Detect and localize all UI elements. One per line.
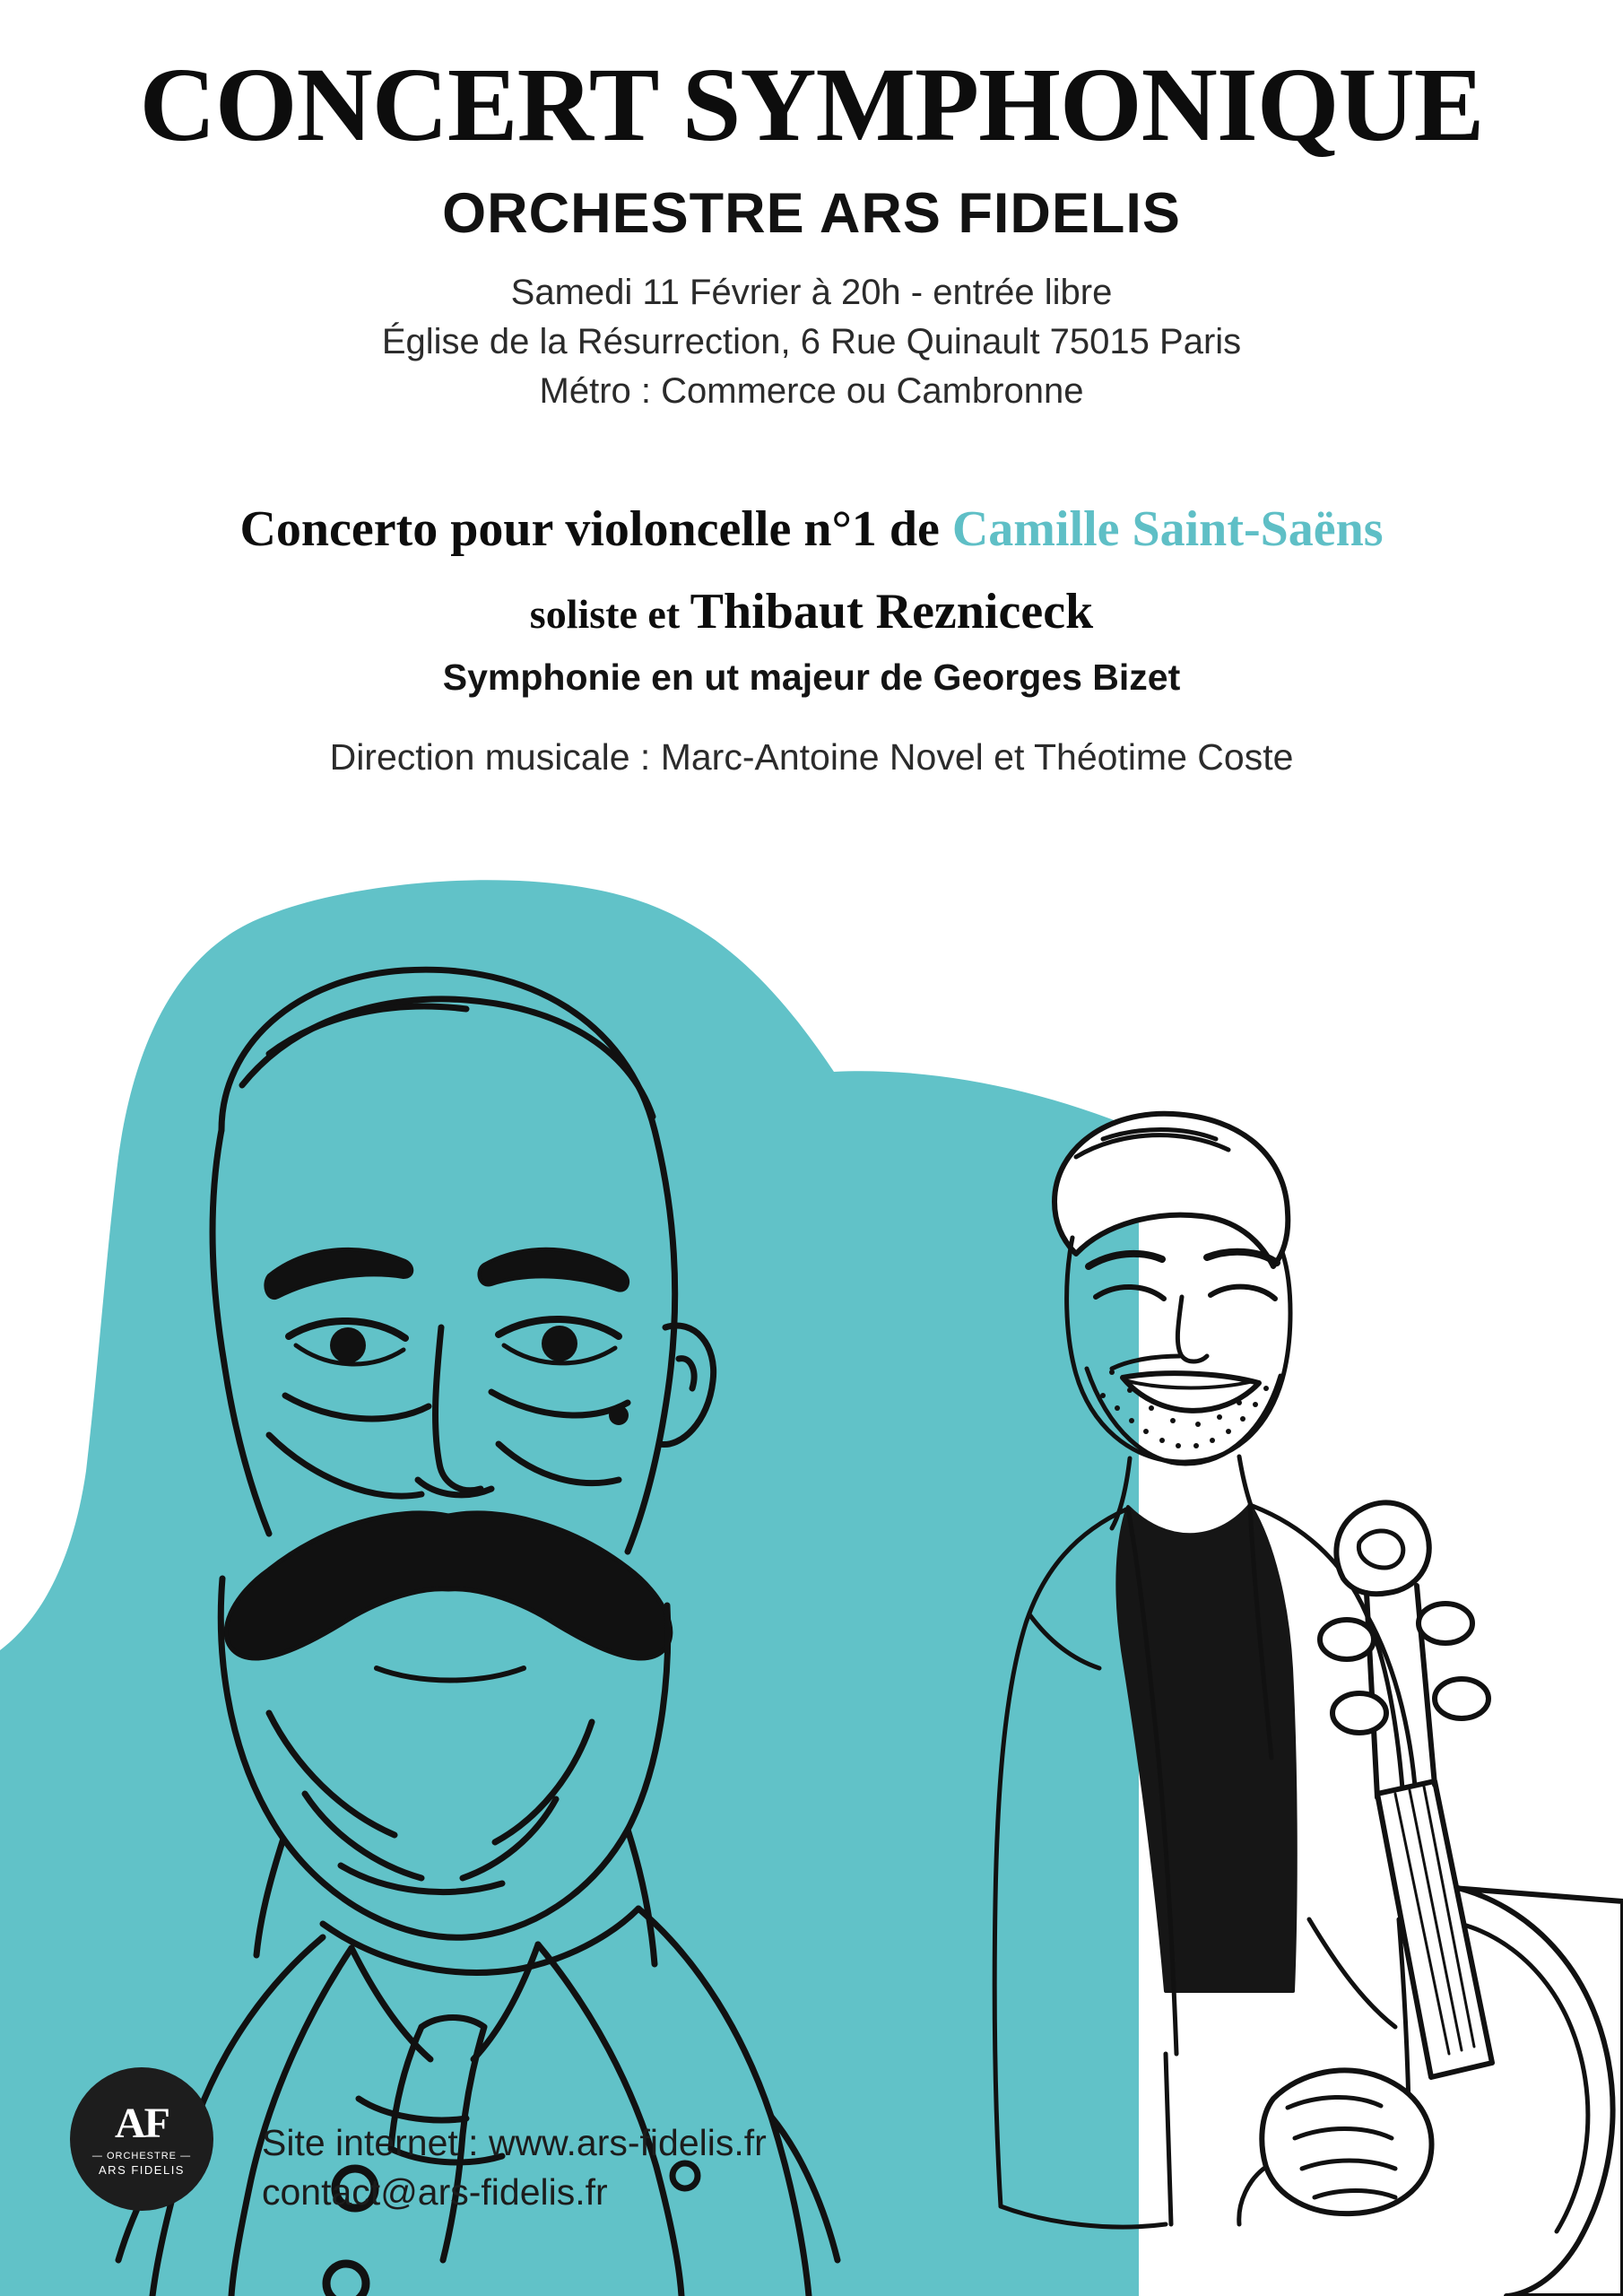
ars-fidelis-logo <box>70 2067 213 2211</box>
logo-monogram: AF <box>115 2099 169 2147</box>
logo-line-1: — ORCHESTRE — <box>91 2150 192 2161</box>
program-conductors: Direction musicale : Marc-Antoine Novel et Théotime Coste <box>329 736 1294 778</box>
composer-name: Camille Saint-Saëns <box>951 501 1384 558</box>
soloist-label: soliste et <box>529 591 690 638</box>
beauty-mark <box>609 1405 629 1425</box>
program-work-1 <box>0 500 1623 558</box>
email-line: contact@ars-fidelis.fr <box>262 2170 608 2213</box>
event-date-line: Samedi 11 Février à 20h - entrée libre <box>510 273 1113 312</box>
event-metro-line: Métro : Commerce ou Cambronne <box>539 370 1084 411</box>
work-title-prefix: Concerto pour violoncelle n°1 de <box>239 501 952 558</box>
orchestra-name: ORCHESTRE ARS FIDELIS <box>442 182 1181 245</box>
page-title: CONCERT SYMPHONIQUE <box>139 46 1484 163</box>
event-info <box>0 269 1623 414</box>
poster-artwork <box>0 861 1623 2296</box>
program-block <box>0 500 1623 778</box>
logo-mark <box>70 2067 213 2211</box>
logo-line-2: ARS FIDELIS <box>99 2162 185 2177</box>
contact-block <box>262 2118 767 2217</box>
program-soloist <box>0 583 1623 640</box>
website-line: Site internet : www.ars-fidelis.fr <box>262 2122 767 2164</box>
poster-header <box>0 0 1623 778</box>
event-venue-line: Église de la Résurrection, 6 Rue Quinault 75015 Paris <box>381 321 1242 361</box>
soloist-name: Thibaut Rezniceck <box>690 584 1094 640</box>
program-work-2: Symphonie en ut majeur de Georges Bizet <box>442 657 1181 699</box>
